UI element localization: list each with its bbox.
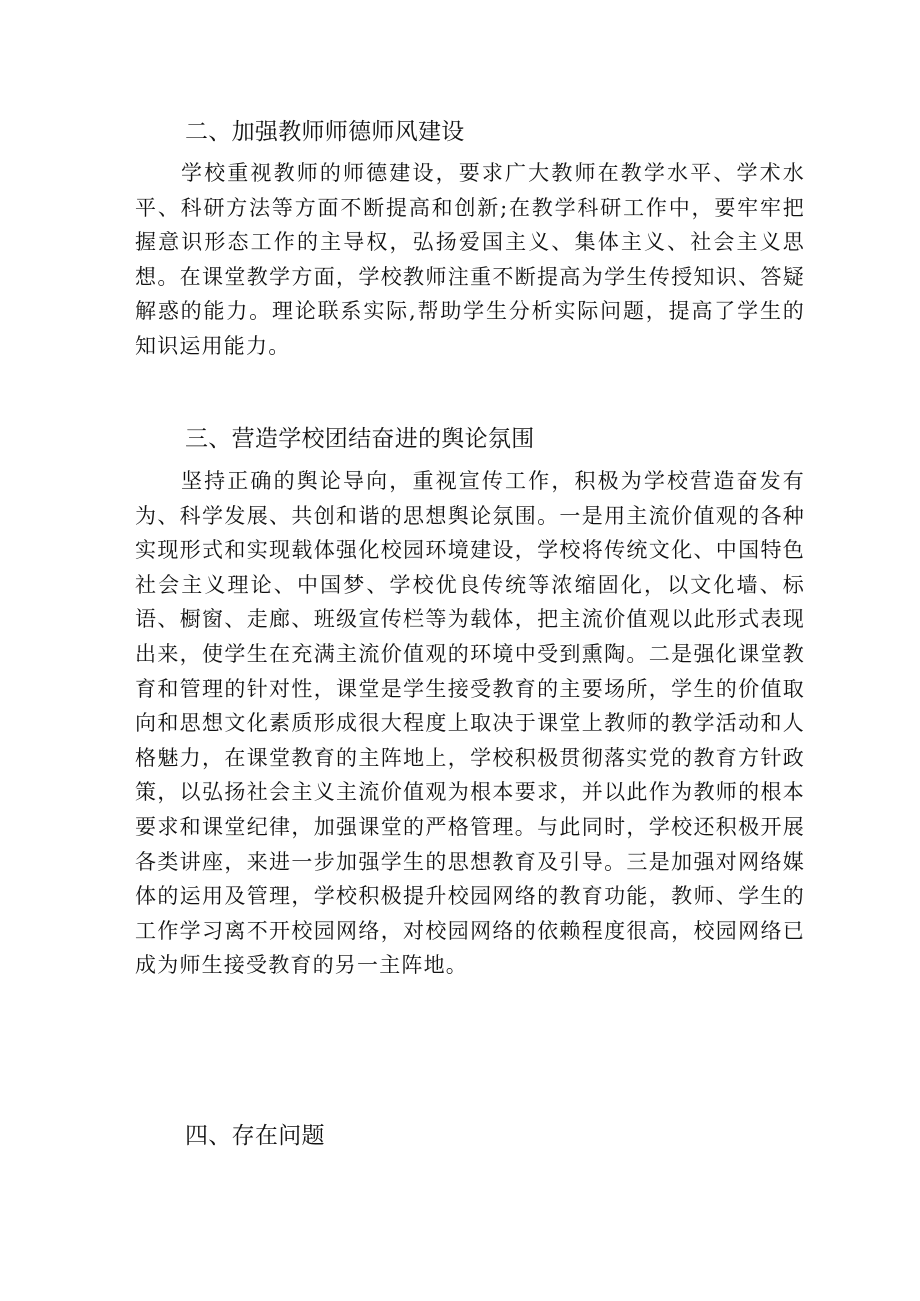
section-three-heading: 三、营造学校团结奋进的舆论氛围 [185, 426, 535, 452]
section-two-paragraph: 学校重视教师的师德建设，要求广大教师在教学水平、学术水平、科研方法等方面不断提高和创新;在教学科研工作中，要牢牢把握意识形态工作的主导权，弘扬爱国主义、集体主义、社会主义思想。在课堂教学方面，学校教师注重不断提高为学生传授知识、答疑解惑的能力。理论联系实际,帮助学生分析实际问题，提高了学生的知识运用能力。 [135, 161, 805, 358]
section-two-heading: 二、加强教师师德师风建设 [185, 119, 465, 145]
section-four-heading: 四、存在问题 [185, 1123, 325, 1149]
section-three-paragraph: 坚持正确的舆论导向，重视宣传工作，积极为学校营造奋发有为、科学发展、共创和谐的思想舆论氛围。一是用主流价值观的各种实现形式和实现载体强化校园环境建设，学校将传统文化、中国特色社会主义理论、中国梦、学校优良传统等浓缩固化，以文化墙、标语、橱窗、走廊、班级宣传栏等为载体，把主流价值观以此形式表现出来，使学生在充满主流价值观的环境中受到熏陶。二是强化课堂教育和管理的针对性，课堂是学生接受教育的主要场所，学生的价值取向和思想文化素质形成很大程度上取决于课堂上教师的教学活动和人格魅力，在课堂教育的主阵地上，学校积极贯彻落实党的教育方针政策，以弘扬社会主义主流价值观为根本要求，并以此作为教师的根本要求和课堂纪律，加强课堂的严格管理。与此同时，学校还积极开展各类讲座，来进一步加强学生的思想教育及引导。三是加强对网络媒体的运用及管理，学校积极提升校园网络的教育功能，教师、学生的工作学习离不开校园网络，对校园网络的依赖程度很高，校园网络已成为师生接受教育的另一主阵地。 [135, 469, 805, 978]
